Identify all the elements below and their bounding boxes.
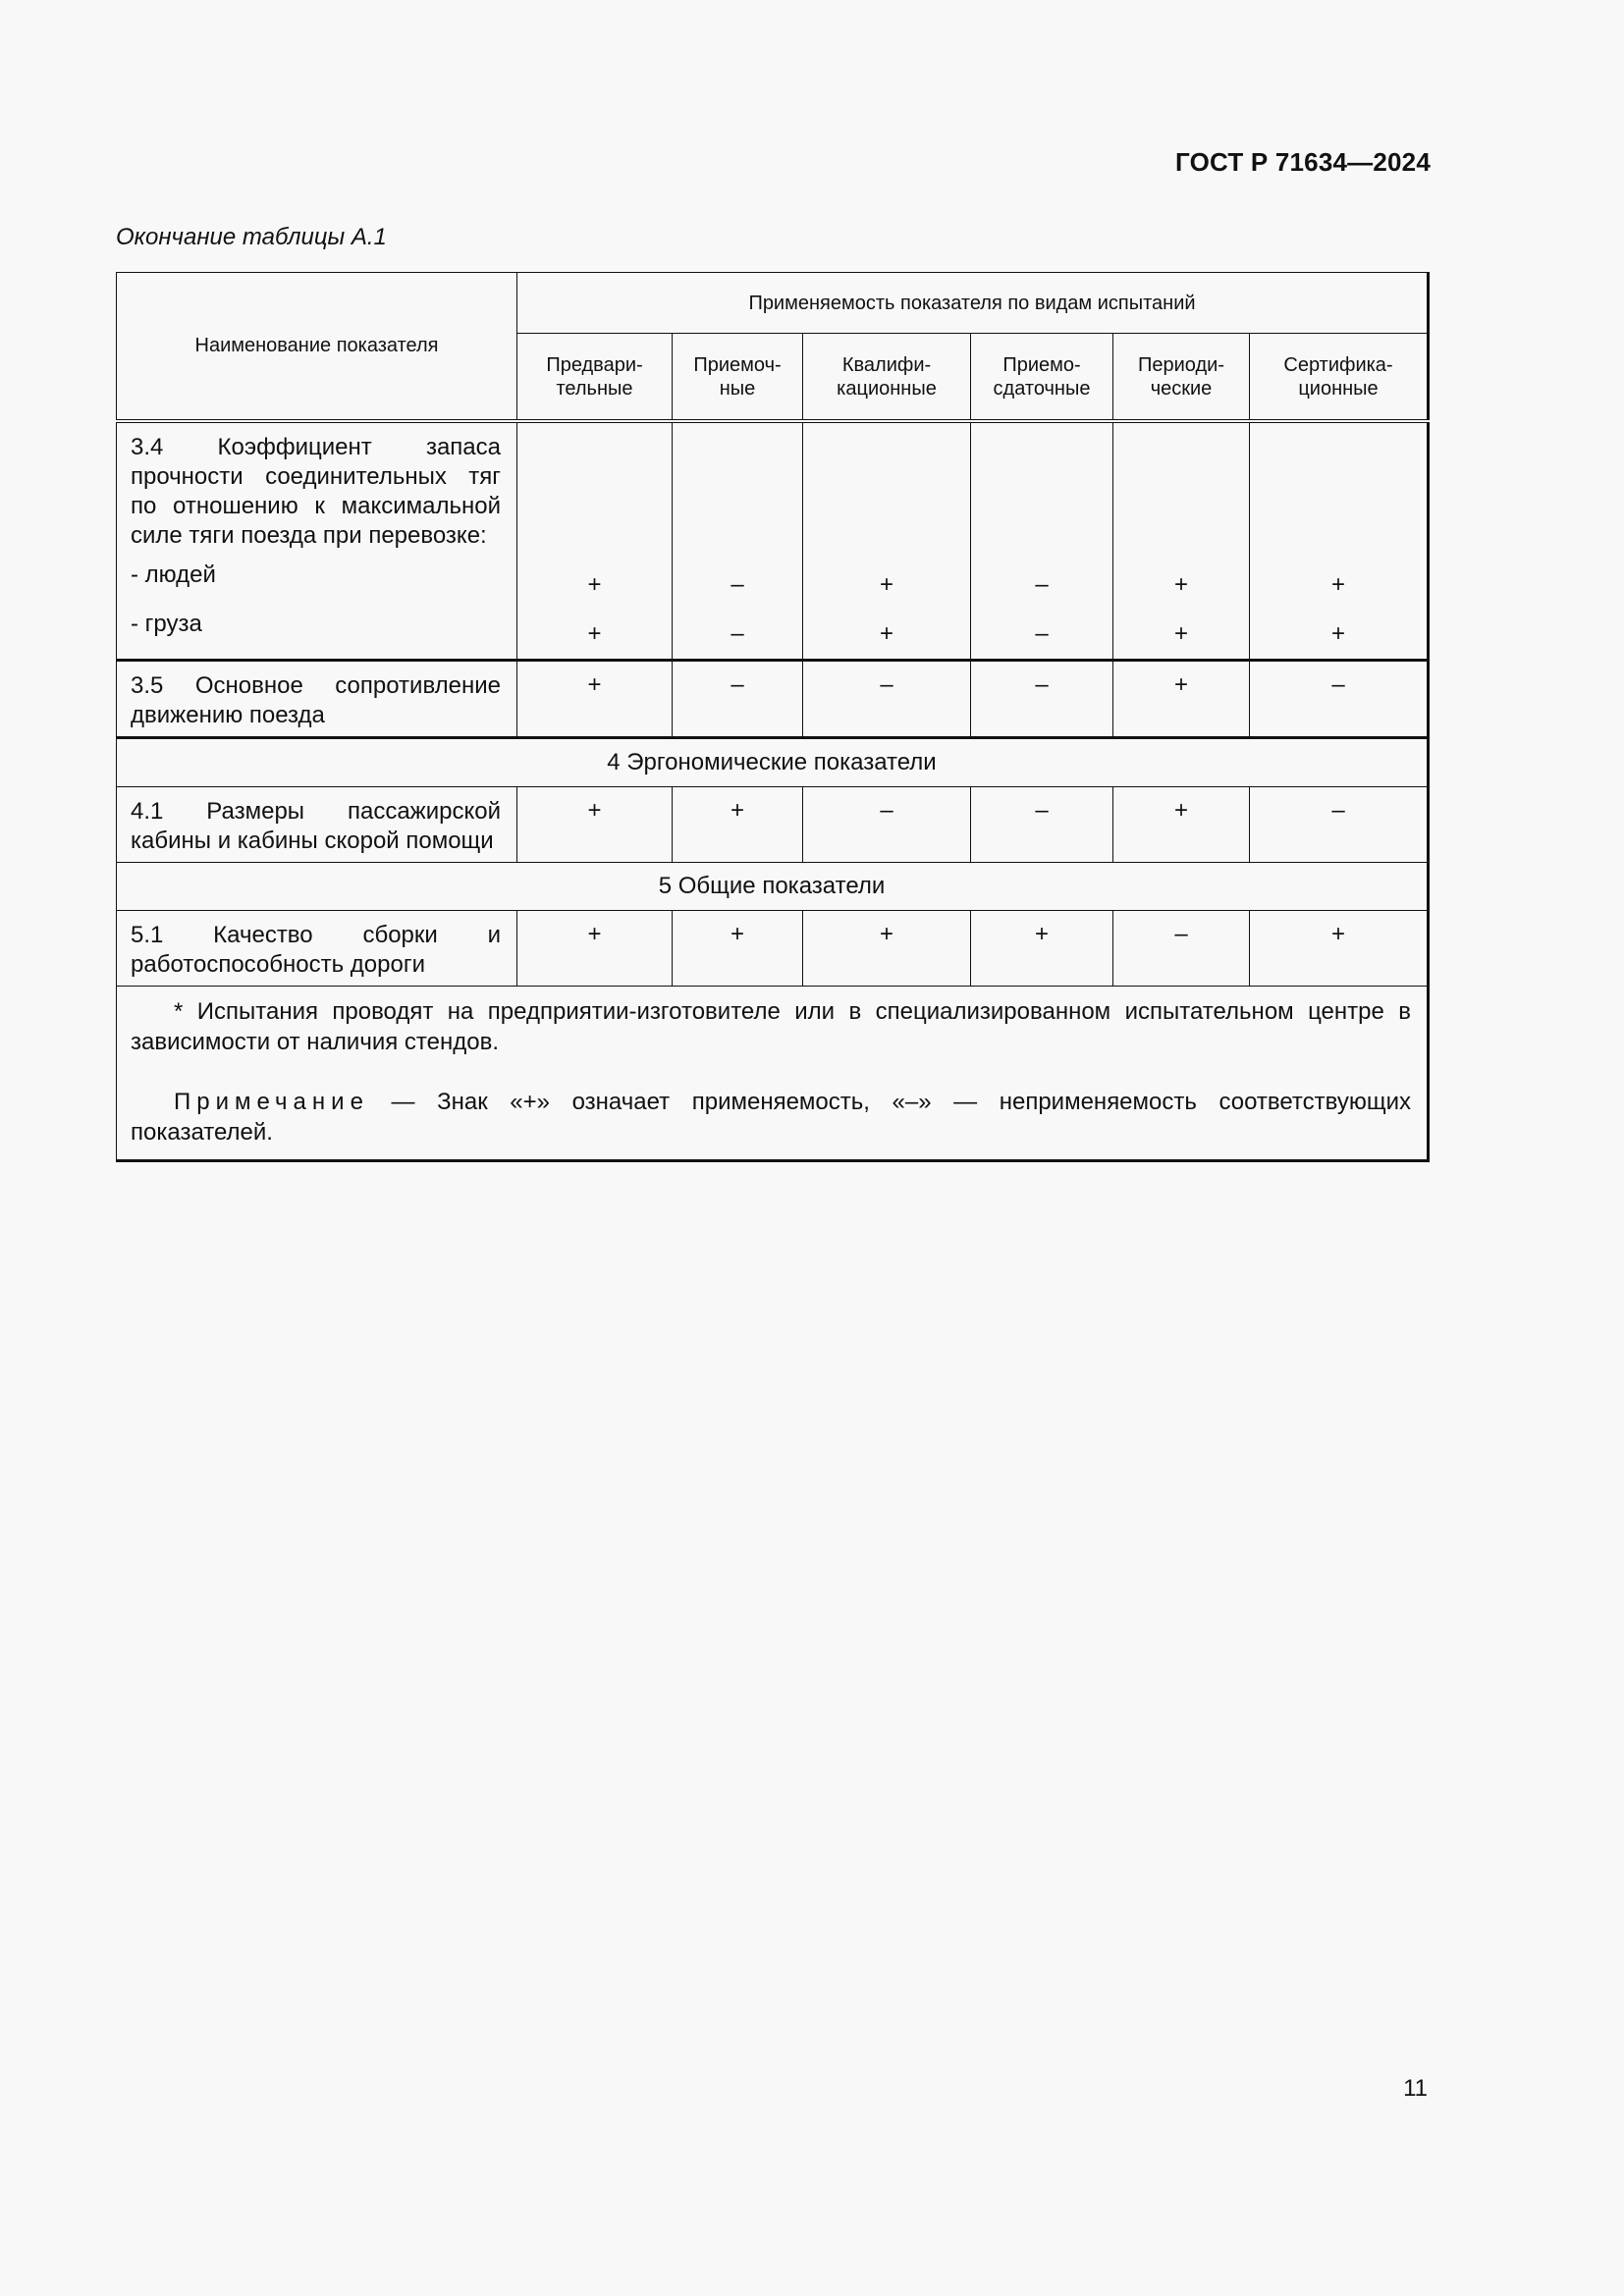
- mark-cell: –: [803, 661, 971, 738]
- mark-cell: +: [1173, 571, 1188, 598]
- group-header: Применяемость показателя по видам испытаний: [517, 273, 1429, 334]
- mark-cell: –: [731, 571, 744, 598]
- row-3-4-name: 3.4 Коэффициент запаса прочности соединительных тяг по отношению к максимальной силе тяги поезда при перевозке: - людей - груза: [117, 421, 517, 661]
- mark-cell: +: [1250, 911, 1429, 987]
- footnote-row: [117, 987, 1429, 1161]
- footnote-text: * Испытания проводят на предприятии-изготовителе или в специализированном испытательном центре в зависимости от наличия стендов.: [131, 998, 1412, 1055]
- mark-cell: +: [517, 661, 673, 738]
- table-row-3-5: [117, 661, 1429, 738]
- table-row-5-1: [117, 911, 1429, 987]
- mark-cell: +: [587, 571, 602, 598]
- note-text: Примечание — Знак «+» означает применяемость, «–» — неприменяемость соответствующих показателей.: [131, 1089, 1412, 1146]
- table-row-4-1: [117, 787, 1429, 863]
- table-caption: Окончание таблицы А.1: [116, 224, 387, 250]
- mark-cell: –: [1035, 571, 1049, 598]
- section-title-4: 4 Эргономические показатели: [117, 738, 1429, 787]
- col-header-certification: Сертифика- ционные: [1250, 334, 1429, 422]
- mark-cell: –: [1035, 620, 1049, 647]
- standard-code: ГОСТ Р 71634—2024: [1175, 147, 1431, 177]
- mark-cell: –: [1250, 787, 1429, 863]
- mark-cell: +: [517, 911, 673, 987]
- footnote-cell: [117, 987, 1429, 1161]
- mark-cell: +: [879, 571, 893, 598]
- mark-cell: –: [731, 620, 744, 647]
- applicability-table: [116, 272, 1430, 1162]
- mark-cell: –: [971, 787, 1113, 863]
- mark-cell: +: [1173, 620, 1188, 647]
- mark-cell: +: [517, 787, 673, 863]
- mark-cell: +: [1113, 787, 1250, 863]
- mark-cell: +: [1331, 620, 1346, 647]
- mark-cell: –: [803, 787, 971, 863]
- mark-cell: +: [673, 787, 803, 863]
- row-3-4-sub-cargo: - груза: [131, 611, 202, 637]
- mark-cell: +: [971, 911, 1113, 987]
- note-label: Примечание: [174, 1089, 369, 1115]
- mark-cell: –: [1113, 911, 1250, 987]
- col-name-header: Наименование показателя: [117, 273, 517, 422]
- mark-cell: +: [803, 911, 971, 987]
- mark-cell: +: [1113, 661, 1250, 738]
- col-header-preliminary: Предвари- тельные: [517, 334, 673, 422]
- row-4-1-name: 4.1 Размеры пассажирской кабины и кабины скорой помощи: [117, 787, 517, 863]
- section-row-4: [117, 738, 1429, 787]
- section-row-5: [117, 863, 1429, 911]
- col-header-qualification: Квалифи- кационные: [803, 334, 971, 422]
- mark-cell: +: [673, 911, 803, 987]
- row-3-5-name: 3.5 Основное сопротивление движению поезда: [117, 661, 517, 738]
- table-row-3-4: [117, 421, 1429, 661]
- col-header-acceptance: Приемоч- ные: [673, 334, 803, 422]
- mark-cell: –: [673, 661, 803, 738]
- row-5-1-name: 5.1 Качество сборки и работоспособность дороги: [117, 911, 517, 987]
- mark-cell: +: [587, 620, 602, 647]
- col-header-delivery: Приемо- сдаточные: [971, 334, 1113, 422]
- section-title-5: 5 Общие показатели: [117, 863, 1429, 911]
- col-header-periodic: Периоди- ческие: [1113, 334, 1250, 422]
- mark-cell: –: [1250, 661, 1429, 738]
- mark-cell: –: [971, 661, 1113, 738]
- mark-cell: +: [1331, 571, 1346, 598]
- row-3-4-sub-people: - людей: [131, 561, 216, 588]
- mark-cell: +: [879, 620, 893, 647]
- page-number: 11: [1403, 2075, 1428, 2102]
